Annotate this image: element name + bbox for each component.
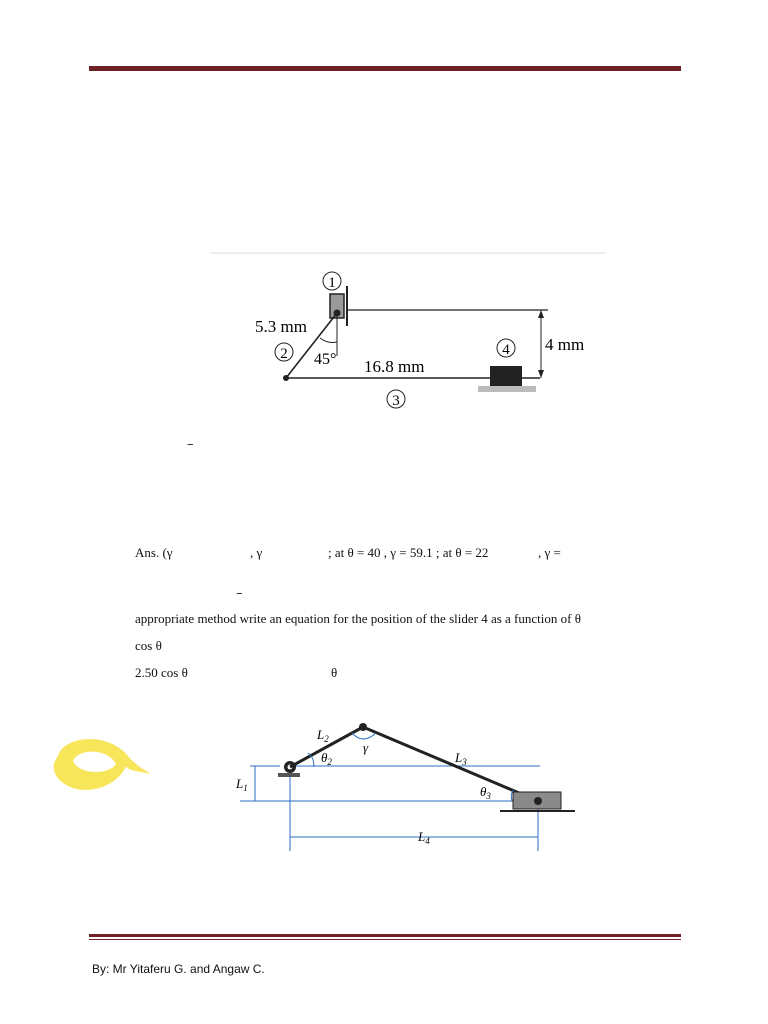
offset-label: 4 mm: [545, 335, 585, 354]
coupler-link-2: [363, 727, 538, 801]
angle-arc: [320, 338, 337, 343]
left-ground: [278, 773, 300, 777]
theta3-label: $\theta_3$: [480, 784, 491, 801]
gamma-label: γ: [363, 740, 369, 755]
separator-dash-1: –: [187, 437, 194, 452]
offset-arrow-bottom: [538, 370, 544, 378]
header-rule: [89, 66, 681, 71]
link3-label: 3: [392, 393, 400, 409]
problem-line-3b: θ: [331, 665, 338, 680]
slider-pin: [534, 797, 542, 805]
footer-rule: [89, 934, 681, 937]
angle-label: 45°: [314, 351, 337, 368]
offset-arrow-top: [538, 310, 544, 318]
answer-gamma-2: , γ: [250, 545, 263, 560]
slider-crank-figure-1: [200, 248, 610, 418]
problem-line-3a: 2.50 cos θ: [135, 665, 188, 680]
link1-label: 1: [328, 275, 336, 291]
slider-block: [490, 366, 522, 386]
problem-line-2: cos θ: [135, 638, 162, 653]
L3-label: $L_3$: [455, 750, 467, 767]
answer-end: , γ =: [538, 545, 561, 560]
link4-label: 4: [502, 342, 510, 358]
coupler-length-label: 16.8 mm: [364, 357, 425, 376]
answer-prefix: Ans. (γ: [135, 545, 173, 560]
L1-label: $L_1$: [236, 776, 248, 793]
problem-line-1: appropriate method write an equation for the position of the slider 4 as a function of θ: [135, 611, 581, 626]
crank-length-label: 5.3 mm: [255, 317, 307, 336]
slider-crank-figure-2: [230, 715, 590, 855]
crank-pin: [283, 375, 289, 381]
footer-author: By: Mr Yitaferu G. and Angaw C.: [92, 962, 265, 976]
link2-label: 2: [280, 346, 288, 362]
gamma-arc: [352, 733, 376, 739]
answer-values: ; at θ = 40 , γ = 59.1 ; at θ = 22: [328, 545, 489, 560]
slider-ground-hatch: [478, 386, 536, 392]
yellow-highlight-mark: [38, 726, 158, 806]
footer-rule-thin: [89, 939, 681, 940]
L2-label: $L_2$: [317, 727, 329, 744]
theta2-label: $\theta_2$: [321, 750, 332, 767]
separator-dash-2: –: [236, 586, 243, 601]
crank-pin-2: [359, 723, 367, 731]
L4-label: $L_4$: [418, 829, 430, 846]
